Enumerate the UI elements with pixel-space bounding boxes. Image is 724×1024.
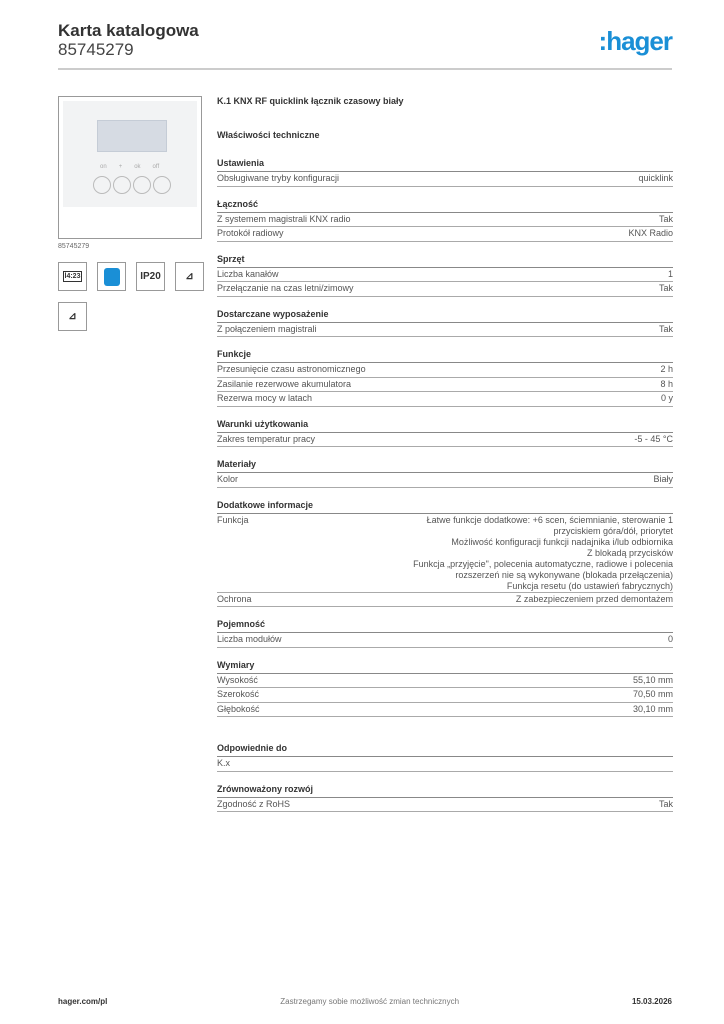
spec-row	[217, 674, 673, 689]
section-title: Funkcje	[217, 347, 673, 363]
button-label: ok	[134, 164, 141, 170]
spec-value: Tak	[658, 798, 673, 809]
footer-date: 15.03.2026	[631, 997, 672, 1006]
spec-section	[217, 498, 673, 608]
ip20-icon: IP20	[136, 262, 165, 291]
section-title: Łączność	[217, 197, 673, 213]
spec-label: Ochrona	[217, 593, 252, 604]
spec-section	[217, 457, 673, 488]
display-screen	[97, 120, 167, 152]
spec-label: Głębokość	[217, 703, 260, 714]
spec-label: Kolor	[217, 474, 239, 484]
device-buttons	[93, 176, 171, 194]
quicklink-icon	[97, 262, 126, 291]
spec-value: Biały	[653, 474, 673, 484]
spec-label: Zgodność z RoHS	[217, 798, 291, 809]
spec-value: Łatwe funkcje dodatkowe: +6 scen, ściemnianie, sterowanie 1 przyciskiem góra/dół, priorytet Możliwość konfiguracji funkcji nadajnika i/lub odbiornika Z blokadą przycisków Funkcja „przyjęcie", polecenia automatyczne, radiowe i polecenia rozszerzeń nie są wykonywane (blokada przełączenia) Funkcja resetu (do ustawień fabrycznych)	[413, 514, 673, 591]
spec-row	[217, 757, 673, 772]
spec-label: Z połączeniem magistrali	[217, 323, 317, 334]
spec-label: Wysokość	[217, 674, 258, 685]
spec-value: -5 - 45 °C	[634, 433, 673, 444]
page-title: Karta katalogowa	[58, 21, 199, 40]
technical-specs	[217, 96, 673, 812]
spec-section	[217, 156, 673, 187]
spec-label: Z systemem magistrali KNX radio	[217, 213, 351, 224]
spec-row	[217, 268, 673, 283]
spec-value: Tak	[658, 323, 673, 334]
section-title: Materiały	[217, 457, 673, 473]
button-label: +	[118, 164, 123, 170]
spec-row	[217, 213, 673, 228]
surface-mount-icon: ⊿	[175, 262, 204, 291]
spec-label: Zasilanie rezerwowe akumulatora	[217, 378, 352, 389]
product-image	[58, 96, 202, 239]
spec-label: K.x	[217, 758, 231, 768]
spec-section	[217, 252, 673, 297]
spec-row	[217, 323, 673, 338]
spec-label: Protokół radiowy	[217, 228, 284, 238]
section-title: Warunki użytkowania	[217, 417, 673, 433]
spec-value: 30,10 mm	[632, 703, 673, 714]
spec-label: Rezerwa mocy w latach	[217, 393, 313, 403]
image-code: 85745279	[58, 243, 90, 250]
spec-label: Funkcja	[217, 514, 249, 525]
spec-label: Liczba kanałów	[217, 268, 279, 279]
button-label: on	[100, 164, 107, 170]
footer-website[interactable]: hager.com/pl	[58, 997, 108, 1006]
spec-section	[217, 617, 673, 648]
spec-label: Przesunięcie czasu astronomicznego	[217, 364, 366, 374]
spec-section	[217, 658, 673, 718]
button-label: off	[152, 164, 160, 170]
spec-section	[217, 741, 673, 772]
spec-row	[217, 473, 673, 488]
lcd-clock-icon: l4:23	[58, 262, 87, 291]
spec-value: KNX Radio	[628, 228, 673, 238]
spec-row	[217, 798, 673, 813]
spec-row	[217, 378, 673, 393]
spec-label: Przełączanie na czas letni/zimowy	[217, 283, 354, 293]
section-title: Odpowiednie do	[217, 741, 673, 757]
footer	[58, 997, 672, 1006]
section-title: Sprzęt	[217, 252, 673, 268]
spec-value: quicklink	[638, 173, 673, 183]
spec-row	[217, 363, 673, 378]
product-title: K.1 KNX RF quicklink łącznik czasowy biały	[217, 96, 404, 106]
spec-row	[217, 433, 673, 448]
spec-label: Obsługiwane tryby konfiguracji	[217, 173, 340, 183]
spec-row	[217, 172, 673, 187]
spec-row	[217, 392, 673, 407]
hager-logo: :hager	[598, 26, 672, 56]
button-labels	[100, 164, 159, 170]
surface-mount-icon-2: ⊿	[58, 302, 87, 331]
spec-value: 0 y	[660, 393, 673, 403]
spec-row	[217, 633, 673, 648]
spec-row	[217, 703, 673, 718]
spec-row	[217, 593, 673, 608]
section-title: Dostarczane wyposażenie	[217, 307, 673, 323]
spec-value: 2 h	[660, 364, 673, 374]
spec-value: 70,50 mm	[632, 689, 673, 699]
spec-value: Tak	[658, 213, 673, 224]
header-divider	[58, 68, 672, 70]
spec-value: Tak	[658, 283, 673, 293]
spec-section	[217, 197, 673, 242]
section-title: Ustawienia	[217, 156, 673, 172]
spec-row	[217, 282, 673, 297]
spec-value: 0	[667, 634, 673, 644]
footer-disclaimer: Zastrzegamy sobie możliwość zmian technicznych	[280, 997, 460, 1006]
section-title: Wymiary	[217, 658, 673, 674]
spec-section	[217, 782, 673, 813]
spec-section	[217, 417, 673, 448]
spec-label: Liczba modułów	[217, 634, 282, 644]
spec-row	[217, 227, 673, 242]
section-title: Zrównoważony rozwój	[217, 782, 673, 798]
product-number: 85745279	[58, 40, 134, 59]
properties-heading: Właściwości techniczne	[217, 130, 320, 140]
spec-row	[217, 514, 673, 593]
section-title: Pojemność	[217, 617, 673, 633]
spec-value: 55,10 mm	[632, 674, 673, 685]
spec-row	[217, 688, 673, 703]
spec-value: Z zabezpieczeniem przed demontażem	[515, 593, 673, 604]
spec-label: Zakres temperatur pracy	[217, 433, 316, 444]
spec-value: 8 h	[660, 378, 673, 389]
spec-section	[217, 307, 673, 338]
feature-icons	[58, 262, 208, 331]
section-title: Dodatkowe informacje	[217, 498, 673, 514]
spec-section	[217, 347, 673, 407]
spec-value: 1	[667, 268, 673, 279]
spec-label: Szerokość	[217, 689, 260, 699]
